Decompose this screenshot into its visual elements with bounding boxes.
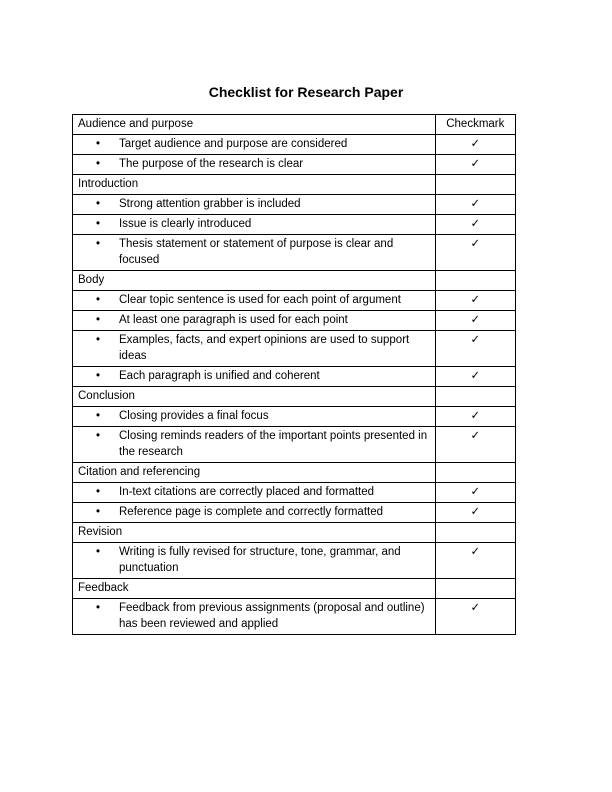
section-heading: Revision (73, 523, 436, 543)
checklist-item-label: The purpose of the research is clear (119, 158, 304, 170)
checkmark-icon: ✓ (470, 410, 481, 422)
checklist-item-row (73, 427, 516, 463)
section-row (73, 463, 516, 483)
list-item (78, 600, 431, 632)
section-heading: Conclusion (73, 387, 436, 407)
bullet-icon: • (96, 294, 101, 306)
section-row (73, 523, 516, 543)
bullet-icon: • (96, 334, 101, 346)
bullet-icon: • (96, 486, 101, 498)
checkmark-icon: ✓ (470, 218, 481, 230)
checklist-item-label: In-text citations are correctly placed and formatted (119, 486, 375, 498)
checkmark-column-header: Checkmark (435, 115, 515, 135)
checklist-item-cell (73, 599, 436, 635)
checkmark-cell (435, 215, 515, 235)
bullet-icon: • (96, 506, 101, 518)
empty-check-cell (435, 271, 515, 291)
list-item (78, 332, 431, 364)
checkmark-icon: ✓ (470, 198, 481, 210)
checklist-item-row (73, 135, 516, 155)
checkmark-icon: ✓ (470, 334, 481, 346)
checkmark-cell (435, 291, 515, 311)
checklist-item-row (73, 483, 516, 503)
checklist-item-label: Feedback from previous assignments (proposal and outline) has been reviewed and applied (119, 602, 425, 630)
checkmark-icon: ✓ (470, 602, 481, 614)
checklist-item-row (73, 311, 516, 331)
checkmark-cell (435, 235, 515, 271)
checkmark-cell (435, 543, 515, 579)
checkmark-cell (435, 311, 515, 331)
empty-check-cell (435, 387, 515, 407)
checklist-item-cell (73, 543, 436, 579)
checkmark-icon: ✓ (470, 238, 481, 250)
checklist-item-row (73, 195, 516, 215)
checkmark-icon: ✓ (470, 138, 481, 150)
checklist-item-row (73, 215, 516, 235)
list-item (78, 216, 431, 232)
section-heading: Feedback (73, 579, 436, 599)
bullet-icon: • (96, 138, 101, 150)
section-row (73, 271, 516, 291)
empty-check-cell (435, 463, 515, 483)
list-item (78, 368, 431, 384)
checklist-item-cell (73, 215, 436, 235)
checklist-item-label: Issue is clearly introduced (119, 218, 252, 230)
section-heading: Body (73, 271, 436, 291)
bullet-icon: • (96, 218, 101, 230)
checkmark-icon: ✓ (470, 158, 481, 170)
checklist-item-row (73, 543, 516, 579)
list-item (78, 428, 431, 460)
bullet-icon: • (96, 314, 101, 326)
section-row (73, 175, 516, 195)
checklist-item-row (73, 331, 516, 367)
bullet-icon: • (96, 430, 101, 442)
checkmark-icon: ✓ (470, 314, 481, 326)
checklist-item-row (73, 599, 516, 635)
checkmark-icon: ✓ (470, 506, 481, 518)
list-item (78, 484, 431, 500)
checklist-item-label: Closing reminds readers of the important points presented in the research (119, 430, 428, 458)
checkmark-icon: ✓ (470, 546, 481, 558)
checklist-item-cell (73, 367, 436, 387)
section-row (73, 115, 516, 135)
bullet-icon: • (96, 370, 101, 382)
checklist-table (72, 114, 516, 635)
checklist-item-cell (73, 135, 436, 155)
checkmark-cell (435, 331, 515, 367)
empty-check-cell (435, 579, 515, 599)
checklist-item-cell (73, 235, 436, 271)
checklist-body (73, 115, 516, 635)
checklist-item-row (73, 155, 516, 175)
checklist-item-row (73, 407, 516, 427)
checklist-item-row (73, 503, 516, 523)
checkmark-cell (435, 407, 515, 427)
checklist-item-cell (73, 427, 436, 463)
bullet-icon: • (96, 546, 101, 558)
checklist-item-cell (73, 483, 436, 503)
checklist-item-label: Strong attention grabber is included (119, 198, 301, 210)
checkmark-cell (435, 503, 515, 523)
checkmark-cell (435, 367, 515, 387)
checkmark-cell (435, 135, 515, 155)
checklist-item-cell (73, 311, 436, 331)
section-heading: Audience and purpose (73, 115, 436, 135)
checkmark-cell (435, 155, 515, 175)
bullet-icon: • (96, 238, 101, 250)
checklist-item-label: Writing is fully revised for structure, tone, grammar, and punctuation (119, 546, 401, 574)
checklist-item-cell (73, 195, 436, 215)
list-item (78, 408, 431, 424)
section-row (73, 387, 516, 407)
list-item (78, 196, 431, 212)
checklist-item-label: Thesis statement or statement of purpose is clear and focused (119, 238, 394, 266)
checkmark-icon: ✓ (470, 370, 481, 382)
checklist-item-label: Target audience and purpose are considered (119, 138, 348, 150)
list-item (78, 544, 431, 576)
checklist-item-cell (73, 503, 436, 523)
bullet-icon: • (96, 410, 101, 422)
checklist-item-label: Closing provides a final focus (119, 410, 269, 422)
checklist-item-label: Reference page is complete and correctly formatted (119, 506, 383, 518)
checkmark-cell (435, 195, 515, 215)
page-title: Checklist for Research Paper (208, 84, 404, 100)
checkmark-cell (435, 483, 515, 503)
checkmark-cell (435, 599, 515, 635)
empty-check-cell (435, 523, 515, 543)
checklist-item-cell (73, 155, 436, 175)
section-row (73, 579, 516, 599)
checklist-item-row (73, 291, 516, 311)
list-item (78, 156, 431, 172)
checklist-item-cell (73, 407, 436, 427)
checklist-item-label: Examples, facts, and expert opinions are used to support ideas (119, 334, 410, 362)
checkmark-cell (435, 427, 515, 463)
bullet-icon: • (96, 602, 101, 614)
checklist-item-row (73, 367, 516, 387)
list-item (78, 292, 431, 308)
checklist-item-cell (73, 331, 436, 367)
list-item (78, 136, 431, 152)
checklist-item-label: At least one paragraph is used for each point (119, 314, 348, 326)
bullet-icon: • (96, 158, 101, 170)
list-item (78, 236, 431, 268)
list-item (78, 504, 431, 520)
section-heading: Introduction (73, 175, 436, 195)
section-heading: Citation and referencing (73, 463, 436, 483)
bullet-icon: • (96, 198, 101, 210)
empty-check-cell (435, 175, 515, 195)
checkmark-icon: ✓ (470, 294, 481, 306)
checkmark-icon: ✓ (470, 430, 481, 442)
checklist-item-cell (73, 291, 436, 311)
checklist-item-label: Each paragraph is unified and coherent (119, 370, 320, 382)
checklist-item-label: Clear topic sentence is used for each point of argument (119, 294, 401, 306)
checklist-item-row (73, 235, 516, 271)
list-item (78, 312, 431, 328)
checkmark-icon: ✓ (470, 486, 481, 498)
